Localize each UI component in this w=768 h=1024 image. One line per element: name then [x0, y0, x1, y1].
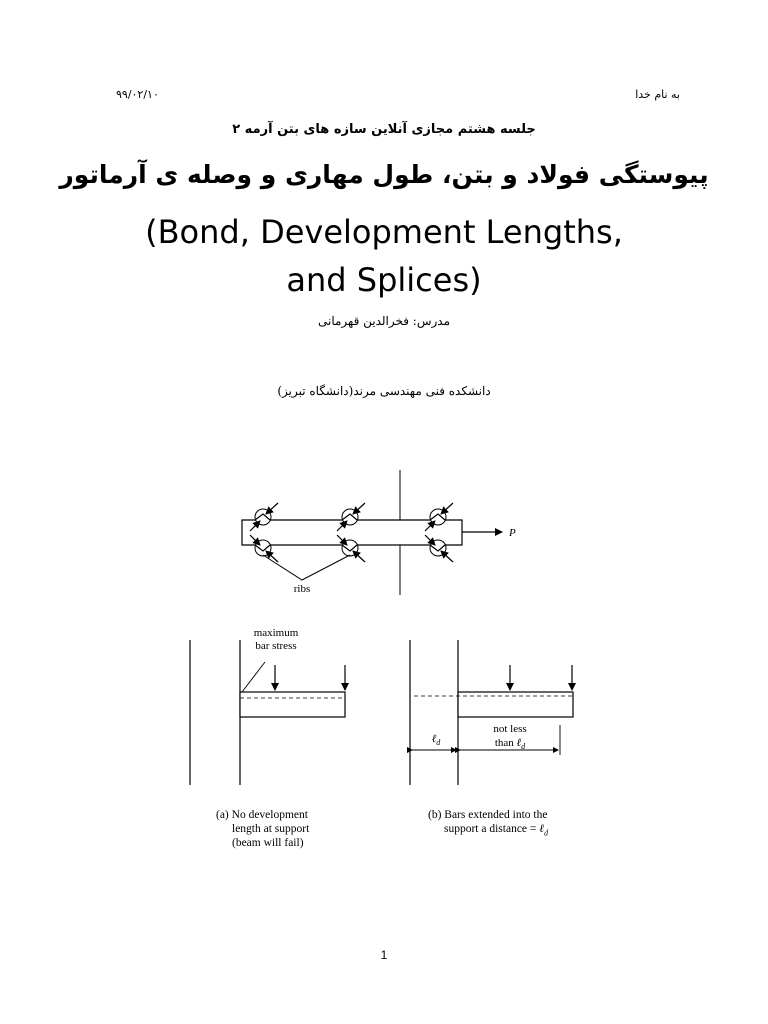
notless-label-1: not less	[493, 723, 527, 735]
title-english	[0, 208, 768, 304]
bond-ribs-figure	[230, 465, 530, 600]
ld-symbol: ℓ	[431, 733, 437, 745]
title-persian: پیوستگی فولاد و بتن، طول مهاری و وصله ی آرماتور	[59, 160, 709, 189]
title-english-text: (Bond, Development Lengths, and Splices)	[145, 213, 623, 299]
caption-a-line1: (a) No development	[216, 809, 308, 821]
header-bismillah: به نام خدا	[635, 88, 680, 101]
faculty-line: دانشکده فنی مهندسی مرند(دانشگاه تبریز)	[277, 384, 491, 398]
session-line: جلسه هشتم مجازی آنلاین سازه های بتن آرمه ۲	[232, 122, 536, 137]
caption-a-line3: (beam will fail)	[232, 837, 304, 849]
header-date: ۹۹/۰۲/۱۰	[116, 88, 159, 101]
caption-b-line2: support a distance =	[444, 823, 540, 835]
caption-b: (b) Bars extended into the support a distance = ℓ$_d$	[428, 809, 549, 838]
max-stress-label-2: bar stress	[255, 640, 297, 652]
ribs-label: ribs	[293, 583, 311, 595]
figure-b-bars-extended	[400, 620, 590, 790]
max-stress-label-1: maximum	[253, 627, 299, 639]
instructor-line: مدرس: فخرالدین قهرمانی	[317, 314, 451, 328]
beam-a	[240, 692, 345, 717]
svg-text:than ℓd: than ℓ$_d$	[494, 737, 526, 751]
svg-text:ℓd	[432, 733, 442, 747]
page-number: 1	[380, 948, 388, 962]
figure-a-no-development	[180, 620, 360, 790]
notless-label-2: than	[494, 737, 517, 749]
caption-a	[216, 808, 309, 850]
ribs-leader	[263, 555, 350, 580]
caption-b-line1: (b) Bars extended into the	[428, 809, 548, 821]
ld-subscript: d	[436, 738, 441, 747]
caption-a-line2: length at support	[232, 823, 310, 835]
load-label: P	[509, 527, 516, 539]
ribbed-bar	[242, 514, 462, 551]
